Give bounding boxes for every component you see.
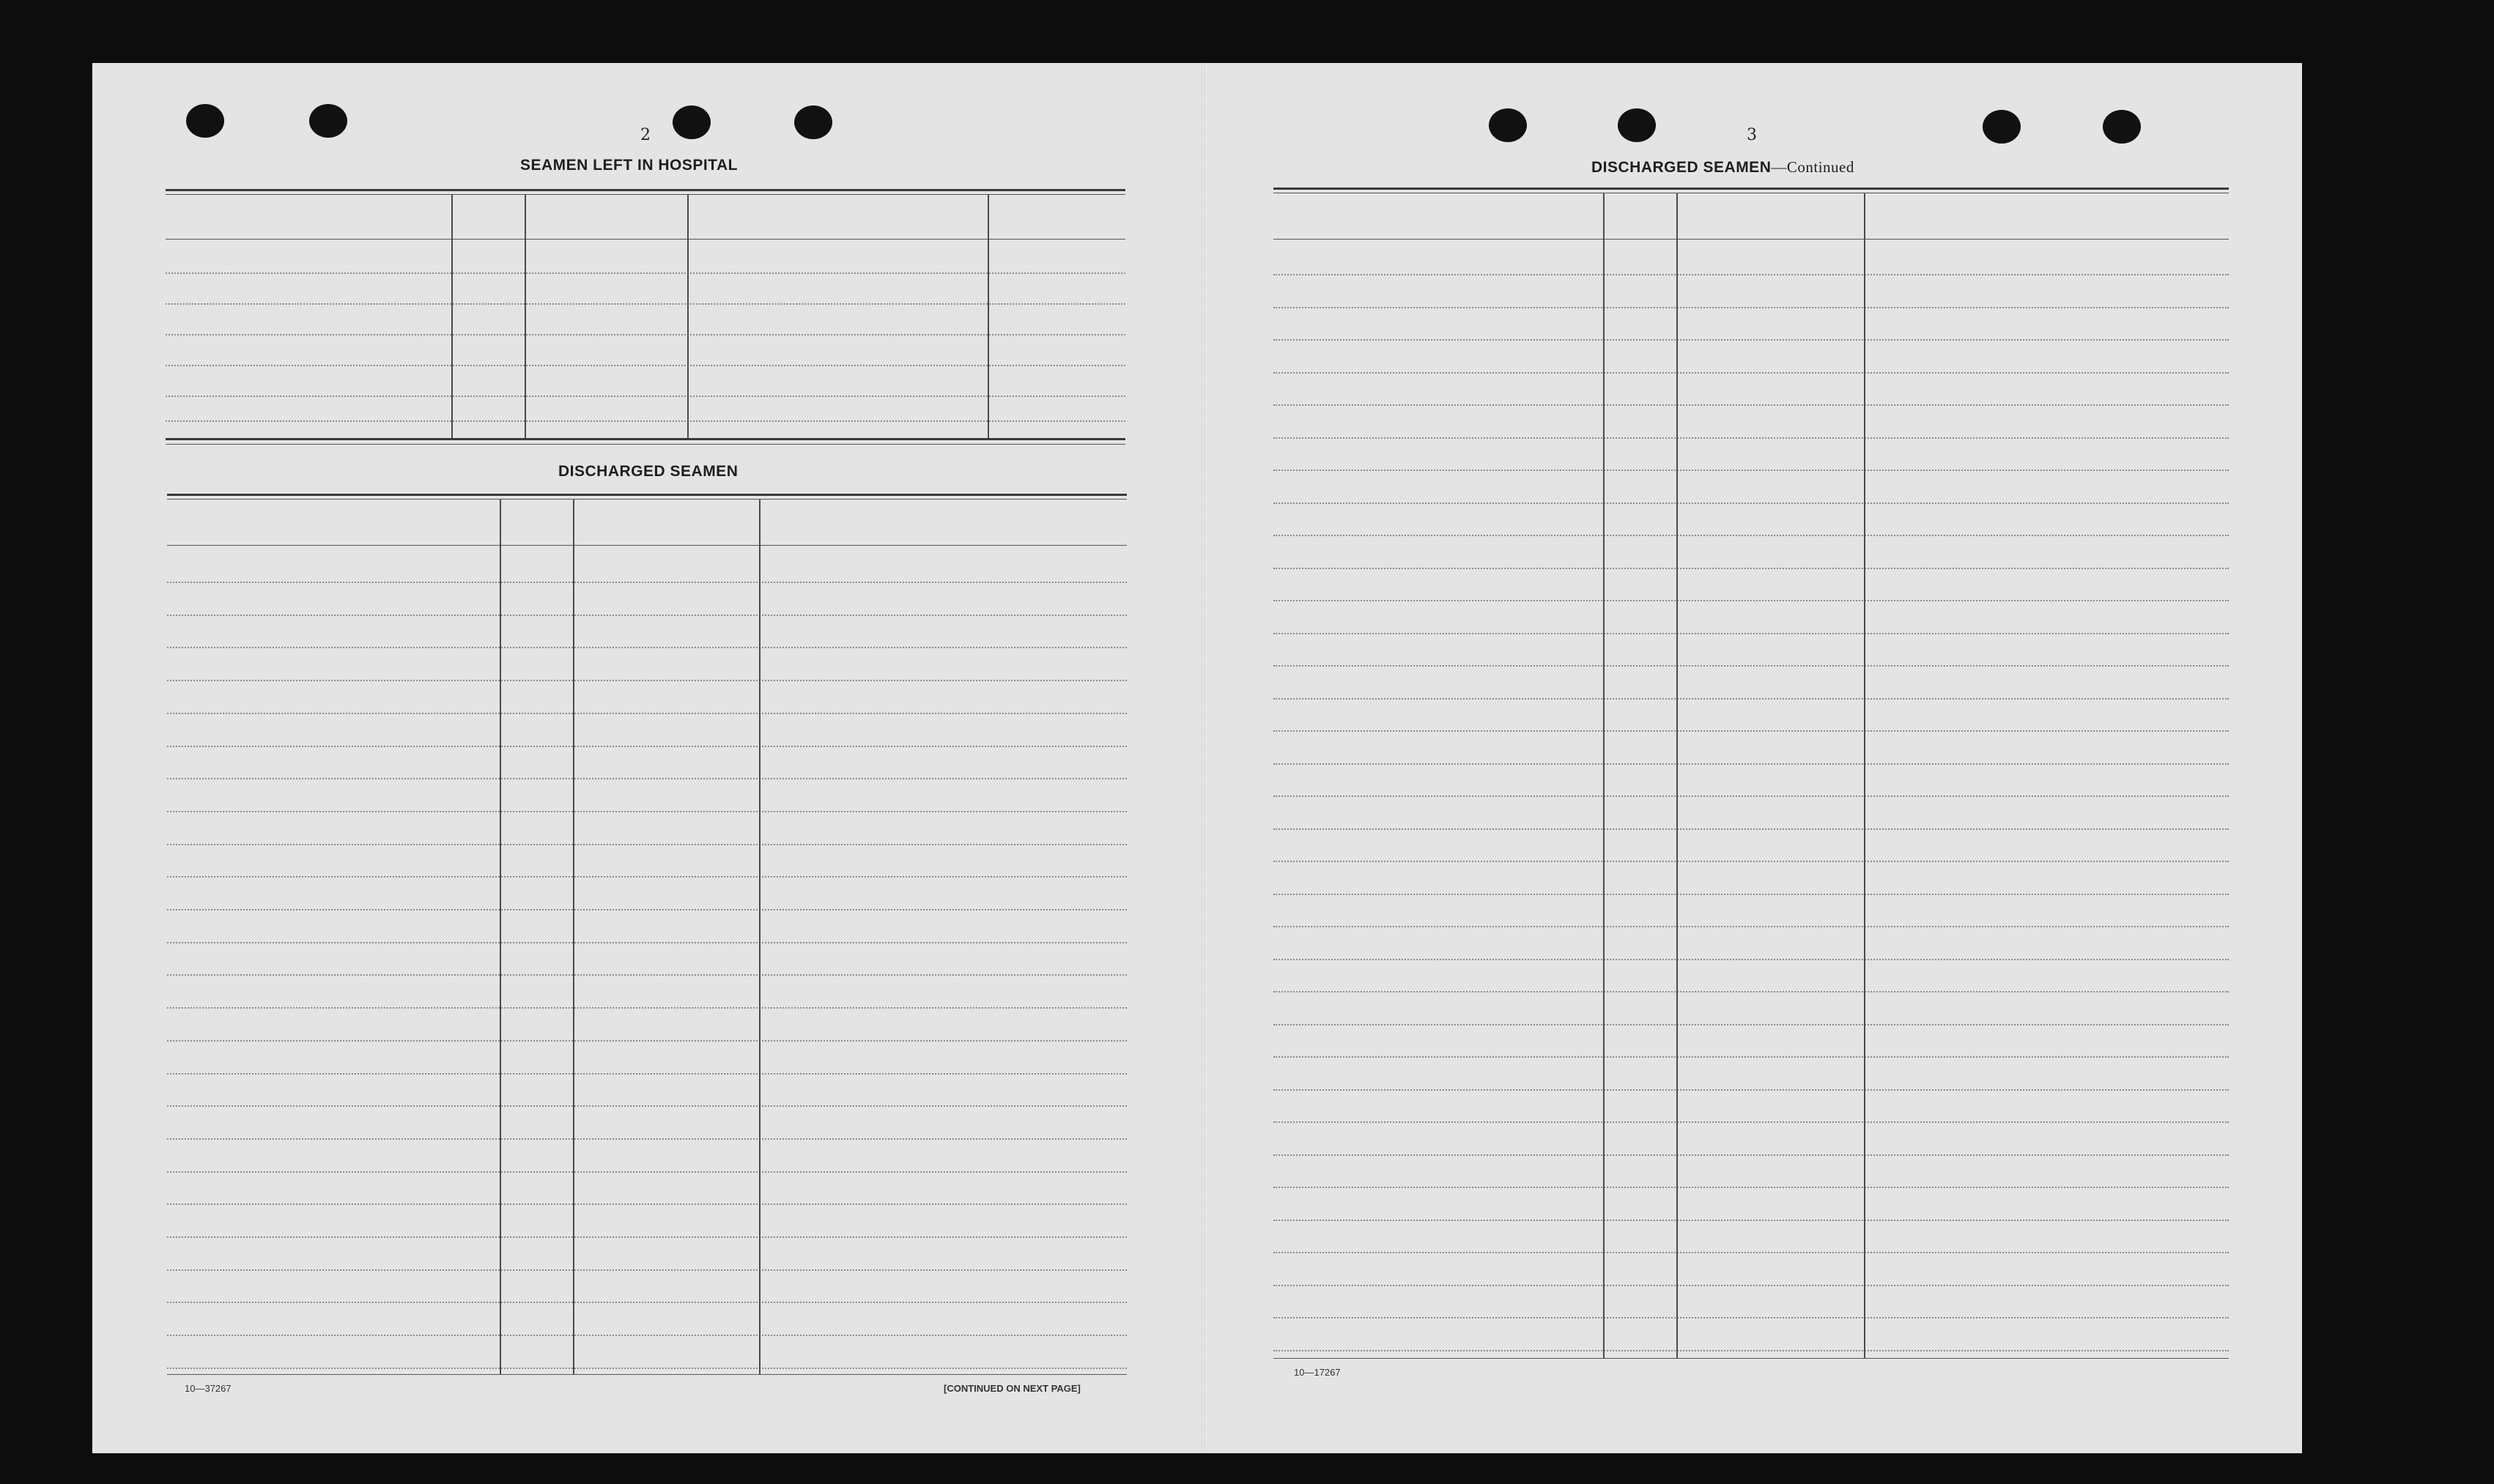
table-top-rule [167,499,1127,500]
table-row-line [1273,633,2229,634]
table-row-line [166,396,1125,397]
continued-note: [CONTINUED ON NEXT PAGE] [944,1383,1081,1394]
punch-hole [673,105,711,139]
punch-hole [794,105,832,139]
table-row-line [167,1073,1127,1075]
table-bottom-rule [166,444,1125,445]
table-row-line [1273,1252,2229,1253]
table-row-line [1273,698,2229,700]
table-top-rule [167,494,1127,496]
table-row-line [1273,600,2229,601]
table-top-rule [166,194,1125,195]
hospital-section-title: SEAMEN LEFT IN HOSPITAL [520,157,738,174]
table-row-line [167,974,1127,976]
table-row-line [167,647,1127,648]
table-row-line [1273,894,2229,895]
table-row-line [1273,959,2229,960]
column-divider [988,195,989,438]
column-divider [525,195,526,438]
table-row-line [1273,307,2229,308]
punch-hole [186,104,224,138]
discharged-section-title: DISCHARGED SEAMEN [558,463,739,480]
table-row-line [1273,1285,2229,1286]
table-bottom-rule [1273,1358,2229,1359]
table-row-line [167,1138,1127,1140]
table-row-line [167,1203,1127,1205]
table-row-line [167,876,1127,878]
table-top-rule [1273,188,2229,190]
table-row-line [1273,1317,2229,1318]
column-divider [759,500,761,1374]
table-row-line [167,778,1127,779]
table-row-line [1273,274,2229,275]
table-row-line [1273,470,2229,471]
table-row-line [166,272,1125,274]
table-row-line [1273,1089,2229,1091]
punch-hole [309,104,347,138]
table-row-line [167,1105,1127,1107]
header-rule [166,239,1125,240]
column-divider [1603,193,1605,1358]
right-title-suffix: —Continued [1771,158,1854,176]
right-title-text: DISCHARGED SEAMEN [1591,159,1772,176]
table-row-line [167,680,1127,681]
form-number: 10—17267 [1294,1367,1341,1378]
table-row-line [166,365,1125,366]
table-row-line [167,1236,1127,1238]
table-row-line [1273,1154,2229,1156]
header-rule [167,545,1127,546]
table-bottom-rule [167,1374,1127,1375]
table-row-line [1273,926,2229,927]
table-row-line [167,942,1127,943]
table-row-line [167,1171,1127,1173]
form-number: 10—37267 [185,1383,232,1394]
punch-hole [1489,108,1527,142]
table-row-line [1273,1187,2229,1188]
column-divider [573,500,574,1374]
right-section-title [1591,158,1854,177]
table-row-line [167,582,1127,583]
punch-hole [2103,110,2141,144]
table-row-line [166,334,1125,335]
table-row-line [167,909,1127,910]
table-row-line [1273,730,2229,732]
table-row-line [167,1368,1127,1369]
table-row-line [1273,828,2229,830]
table-row-line [166,420,1125,422]
table-row-line [1273,1220,2229,1221]
table-row-line [1273,795,2229,797]
column-divider [1864,193,1865,1358]
document-sheet [92,63,2302,1453]
table-row-line [167,1302,1127,1303]
table-row-line [1273,372,2229,374]
table-row-line [1273,568,2229,569]
table-row-line [167,844,1127,845]
table-row-line [167,615,1127,616]
table-row-line [1273,437,2229,439]
table-row-line [167,1335,1127,1336]
punch-hole [1618,108,1656,142]
page-number: 3 [1747,126,1757,144]
punch-hole [1983,110,2021,144]
header-rule [1273,239,2229,240]
table-row-line [1273,1056,2229,1058]
table-row-line [1273,502,2229,504]
table-row-line [1273,861,2229,862]
column-divider [687,195,689,438]
table-row-line [1273,1121,2229,1123]
page-fold [1202,63,1205,1453]
column-divider [500,500,501,1374]
table-row-line [167,713,1127,714]
column-divider [1676,193,1678,1358]
table-row-line [1273,665,2229,667]
table-row-line [167,811,1127,812]
table-row-line [167,1269,1127,1271]
table-row-line [1273,1024,2229,1025]
column-divider [451,195,453,438]
table-top-rule [166,189,1125,191]
table-row-line [1273,991,2229,993]
table-row-line [167,1040,1127,1042]
table-row-line [166,303,1125,305]
table-row-line [1273,1350,2229,1351]
table-row-line [1273,339,2229,341]
table-bottom-rule [166,438,1125,440]
table-row-line [1273,763,2229,765]
table-row-line [1273,404,2229,406]
table-row-line [167,746,1127,747]
table-row-line [167,1007,1127,1009]
table-row-line [1273,535,2229,536]
page-number: 2 [640,126,651,144]
